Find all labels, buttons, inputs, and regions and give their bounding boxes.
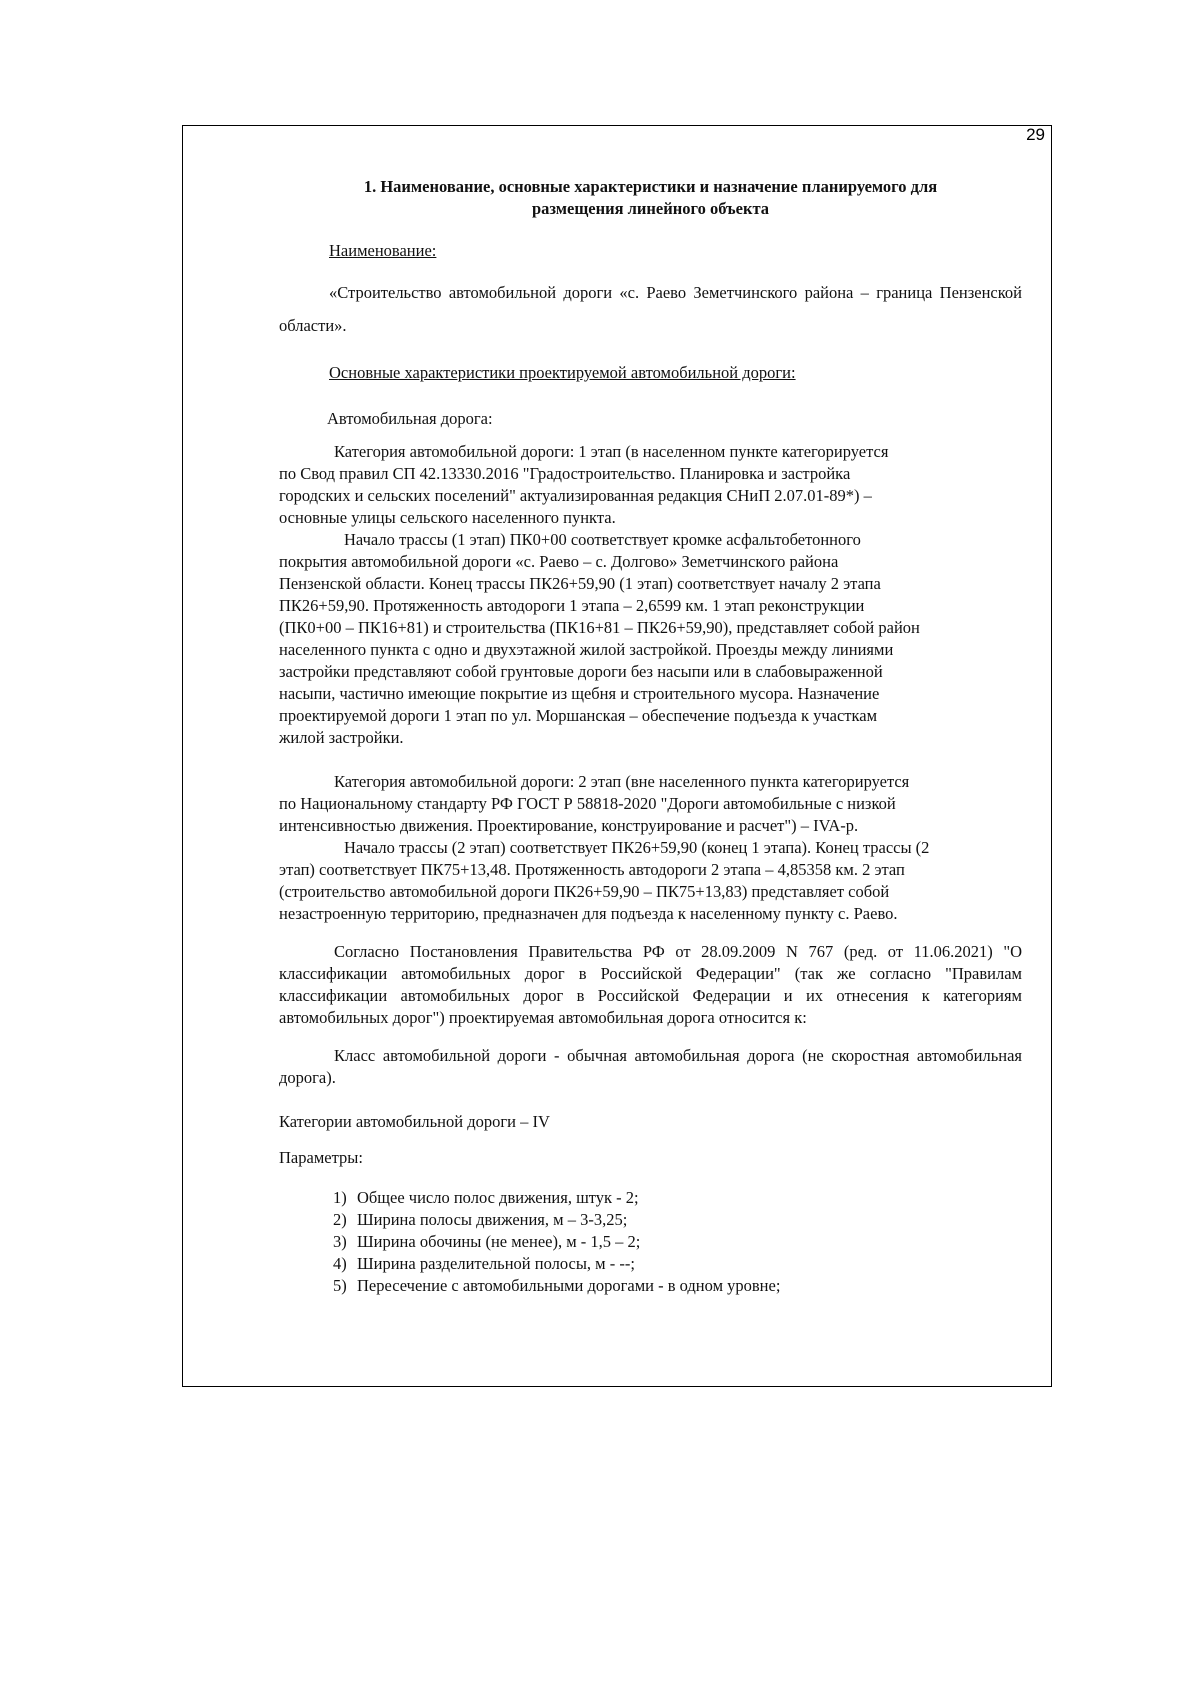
road-class-paragraph: Класс автомобильной дороги - обычная автомобильная дорога (не скоростная автомобильная дорога).: [279, 1046, 1022, 1087]
name-text: «Строительство автомобильной дороги «с. Раево Земетчинского района – граница Пензенской области».: [279, 283, 1022, 335]
stage1-route-line: (ПК0+00 – ПК16+81) и строительства (ПК16+81 – ПК26+59,90), представляет собой район: [279, 618, 920, 637]
stage1-route-line: покрытия автомобильной дороги «с. Раево – с. Долгово» Земетчинского района: [279, 552, 839, 571]
stage1-route-line: жилой застройки.: [279, 728, 404, 747]
stage1-route-line: Пензенской области. Конец трассы ПК26+59,90 (1 этап) соответствует началу 2 этапа: [279, 574, 881, 593]
parameters-label: Параметры:: [279, 1148, 363, 1167]
section-title-line-1: 1. Наименование, основные характеристики и назначение планируемого для: [363, 177, 938, 196]
page-frame: [182, 125, 1052, 1387]
list-item: 4) Ширина разделительной полосы, м - --;: [333, 1254, 635, 1273]
stage1-category-paragraph: [279, 441, 1022, 529]
stage1-route-line: населенного пункта с одно и двухэтажной жилой застройкой. Проезды между линиями: [279, 640, 894, 659]
stage1-route-line: ПК26+59,90. Протяженность автодороги 1 этапа – 2,6599 км. 1 этап реконструкции: [279, 596, 865, 615]
stage2-route-line: незастроенную территорию, предназначен для подъезда к населенному пункту с. Раево.: [279, 904, 898, 923]
stage2-route-line: Начало трассы (2 этап) соответствует ПК26+59,90 (конец 1 этапа). Конец трассы (2: [344, 838, 930, 857]
main-characteristics-label: Основные характеристики проектируемой автомобильной дороги:: [329, 363, 796, 382]
section-title-line-2: размещения линейного объекта: [531, 199, 770, 218]
document-body: [279, 176, 1022, 1297]
stage1-category-line: городских и сельских поселений" актуализированная редакция СНиП 2.07.01-89*) –: [279, 486, 872, 505]
parameters-list: [279, 1187, 1022, 1297]
road-label: Автомобильная дорога:: [327, 409, 493, 428]
stage1-category-line: Категория автомобильной дороги: 1 этап (в населенном пункте категорируется: [334, 442, 889, 461]
stage1-route-line: Начало трассы (1 этап) ПК0+00 соответствует кромке асфальтобетонного: [344, 530, 861, 549]
road-category-line: Категории автомобильной дороги – IV: [279, 1112, 550, 1131]
stage2-route-line: этап) соответствует ПК75+13,48. Протяженность автодороги 2 этапа – 4,85358 км. 2 этап: [279, 860, 905, 879]
stage1-route-line: проектируемой дороги 1 этап по ул. Моршанская – обеспечение подъезда к участкам: [279, 706, 878, 725]
stage2-category-line: по Национальному стандарту РФ ГОСТ Р 58818-2020 "Дороги автомобильные с низкой: [279, 794, 896, 813]
list-item: 2) Ширина полосы движения, м – 3-3,25;: [333, 1210, 628, 1229]
stage1-route-line: насыпи, частично имеющие покрытие из щебня и строительного мусора. Назначение: [279, 684, 880, 703]
stage2-category-paragraph: [279, 771, 1022, 837]
stage1-route-line: застройки представляют собой грунтовые дороги без насыпи или в слабовыраженной: [279, 662, 883, 681]
stage2-route-paragraph: [279, 837, 1022, 925]
name-label: Наименование:: [329, 241, 437, 260]
stage1-route-paragraph: [279, 529, 1022, 749]
page-number: 29: [1026, 125, 1045, 144]
list-item: 5) Пересечение с автомобильными дорогами - в одном уровне;: [333, 1276, 781, 1295]
list-item: 3) Ширина обочины (не менее), м - 1,5 – 2;: [333, 1232, 641, 1251]
stage2-category-line: интенсивностью движения. Проектирование, конструирование и расчет") – IVA-р.: [279, 816, 859, 835]
decree-paragraph: Согласно Постановления Правительства РФ от 28.09.2009 N 767 (ред. от 11.06.2021) "О классификации автомобильных дорог в Российской Федерации" (так же согласно "Правилам классификации автомобильных дорог в Российской Федерации и их отнесения к категориям автомобильных дорог") проектируемая автомобильная дорога относится к:: [279, 942, 1022, 1027]
list-item: 1) Общее число полос движения, штук - 2;: [333, 1188, 639, 1207]
stage2-route-line: (строительство автомобильной дороги ПК26+59,90 – ПК75+13,83) представляет собой: [279, 882, 890, 901]
stage1-category-line: по Свод правил СП 42.13330.2016 "Градостроительство. Планировка и застройка: [279, 464, 851, 483]
stage2-category-line: Категория автомобильной дороги: 2 этап (вне населенного пункта категорируется: [334, 772, 910, 791]
stage1-category-line: основные улицы сельского населенного пункта.: [279, 508, 616, 527]
section-title: [279, 176, 1022, 220]
